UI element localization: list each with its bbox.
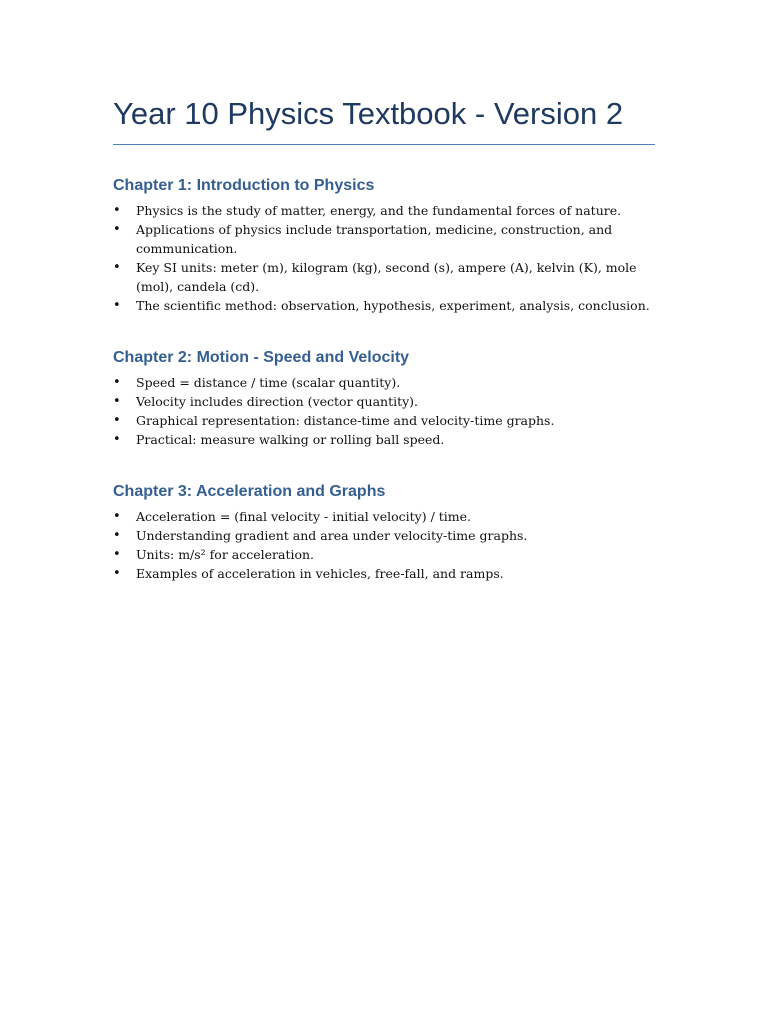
list-item [113,430,655,449]
list-item-text: Understanding gradient and area under velocity-time graphs. [136,528,528,543]
bullet-list [113,373,655,449]
bullet-icon: • [113,509,121,524]
list-item [113,296,655,315]
list-item-text: Applications of physics include transportation, medicine, construction, and communication. [136,222,613,256]
list-item-text: Key SI units: meter (m), kilogram (kg), second (s), ampere (A), kelvin (K), mole (mol), candela (cd). [136,260,637,294]
chapter-1-section [113,175,655,315]
list-item-text: Graphical representation: distance-time and velocity-time graphs. [136,413,555,428]
list-item-text: The scientific method: observation, hypothesis, experiment, analysis, conclusion. [136,298,650,313]
bullet-icon: • [113,432,121,447]
bullet-icon: • [113,203,121,218]
list-item [113,564,655,583]
list-item [113,220,655,258]
list-item [113,258,655,296]
list-item-text: Physics is the study of matter, energy, and the fundamental forces of nature. [136,203,622,218]
bullet-icon: • [113,566,121,581]
list-item-text: Velocity includes direction (vector quantity). [136,394,419,409]
bullet-icon: • [113,528,121,543]
bullet-icon: • [113,298,121,313]
bullet-icon: • [113,260,121,275]
chapter-heading: Chapter 2: Motion - Speed and Velocity [113,349,410,366]
document-page [113,92,655,583]
list-item-text: Units: m/s² for acceleration. [136,547,315,562]
bullet-icon: • [113,413,121,428]
chapter-heading: Chapter 1: Introduction to Physics [113,177,375,194]
list-item [113,526,655,545]
bullet-icon: • [113,222,121,237]
bullet-icon: • [113,394,121,409]
chapter-heading: Chapter 3: Acceleration and Graphs [113,483,386,500]
list-item [113,507,655,526]
chapter-3-section [113,481,655,583]
chapter-2-section [113,347,655,449]
bullet-icon: • [113,547,121,562]
bullet-icon: • [113,375,121,390]
document-title: Year 10 Physics Textbook - Version 2 [113,92,655,145]
list-item [113,373,655,392]
list-item [113,201,655,220]
bullet-list [113,507,655,583]
list-item-text: Examples of acceleration in vehicles, free-fall, and ramps. [136,566,504,581]
list-item-text: Acceleration = (final velocity - initial velocity) / time. [136,509,472,524]
list-item-text: Practical: measure walking or rolling ball speed. [136,432,445,447]
bullet-list [113,201,655,315]
list-item-text: Speed = distance / time (scalar quantity). [136,375,401,390]
list-item [113,392,655,411]
list-item [113,545,655,564]
list-item [113,411,655,430]
